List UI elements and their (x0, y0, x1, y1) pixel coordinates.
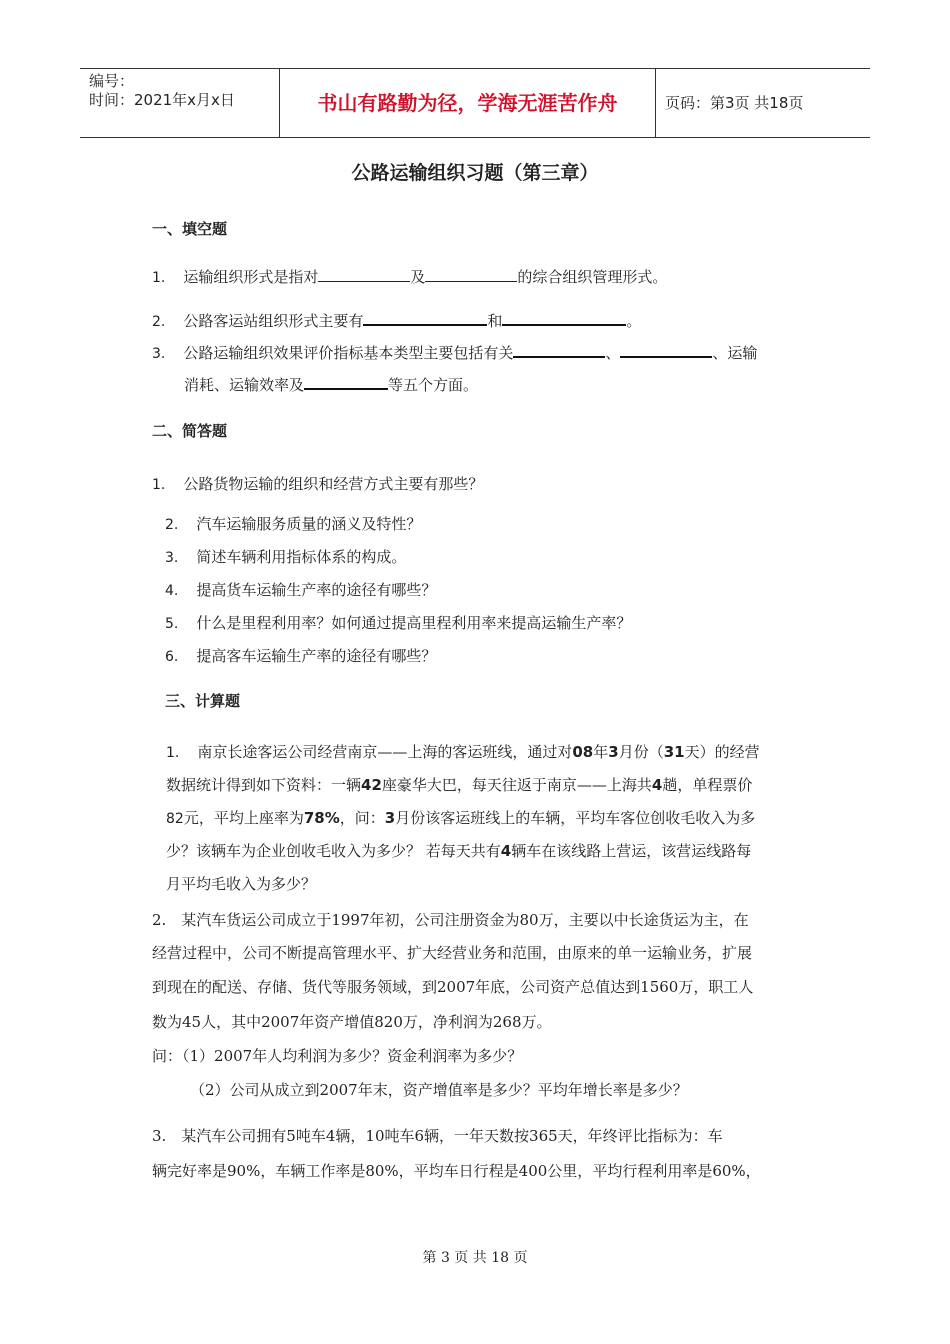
question-text: 、 (605, 344, 621, 362)
text: 08 (572, 743, 594, 761)
text: ，问： (339, 809, 385, 827)
answer-blank[interactable] (318, 267, 410, 282)
question-number: 6. (165, 649, 179, 665)
calc-question-1-line (166, 840, 751, 861)
text: 年 (593, 743, 609, 761)
section-heading-calc: 三、计算题 (165, 692, 241, 710)
calc-question-1-line (166, 741, 760, 762)
calc-question-2-line: 经营过程中，公司不断提高管理水平、扩大经营业务和范围，由原来的单一运输业务，扩展 (152, 944, 753, 962)
question-text: 消耗、运输效率及 (184, 376, 305, 394)
calc-question-1-line: 月平均毛收入为多少？ (166, 875, 317, 893)
answer-blank[interactable] (513, 342, 605, 358)
calc-question-2-line: 到现在的配送、存储、货代等服务领域，到2007年底，公司资产总值达到1560万，职工人 (152, 978, 754, 996)
question-text: 提高客车运输生产率的途径有哪些？ (196, 647, 437, 665)
answer-blank[interactable] (502, 310, 626, 326)
question-number: 4. (165, 583, 179, 599)
header-page-info: 页码：第3页 共18页 (665, 94, 804, 112)
text: 南京长途客运公司经营南京——上海的客运班线，通过对 (197, 743, 573, 761)
text: 4 (651, 776, 663, 794)
question-number: 3. (152, 346, 166, 362)
text: 42 (361, 776, 382, 794)
text: 少？该辆车为企业创收毛收入为多少？ 若每天共有 (166, 842, 501, 860)
doc-title: 公路运输组织习题（第三章） (351, 162, 599, 184)
question-number: 1. (166, 745, 180, 761)
question-text: 公路货物运输的组织和经营方式主要有那些？ (183, 475, 484, 493)
text: 31 (663, 743, 685, 761)
short-question (152, 473, 483, 494)
calc-question-1-line (166, 774, 752, 795)
question-text: 简述车辆利用指标体系的构成。 (196, 548, 407, 566)
text: 天）的经营 (684, 743, 760, 761)
text: 元，平均上座率为 (183, 809, 304, 827)
short-question (165, 645, 436, 666)
short-question (165, 612, 631, 633)
question-number: 3. (165, 550, 179, 566)
text: 3 (384, 809, 396, 827)
calc-question-2-line: 2. 某汽车货运公司成立于1997年初，公司注册资金为80万，主要以中长途货运为主，在 (152, 911, 749, 929)
question-number: 2. (152, 314, 166, 330)
fill-question-3-cont (184, 374, 478, 395)
answer-blank[interactable] (363, 310, 487, 326)
text: 月份（ (618, 743, 664, 761)
calc-question-2-sub: 问：（1）2007年人均利润为多少？资金利润率为多少？ (152, 1047, 523, 1065)
code-label: 编号： (89, 72, 135, 90)
calc-question-2-sub: （2）公司从成立到2007年末，资产增值率是多少？平均年增长率是多少？ (190, 1081, 688, 1099)
question-number: 1. (152, 477, 166, 493)
short-question (165, 546, 406, 567)
header-meta (80, 69, 280, 137)
question-text: 及 (410, 268, 426, 286)
question-text: 、运输 (712, 344, 758, 362)
calc-question-3-line: 辆完好率是90%，车辆工作率是80%，平均车日行程是400公里，平均行程利用率是60%， (152, 1162, 761, 1180)
short-question (165, 579, 436, 600)
calc-question-3-line: 3. 某汽车公司拥有5吨车4辆，10吨车6辆，一年天数按365天，年终评比指标为：车 (152, 1127, 723, 1145)
answer-blank[interactable] (425, 267, 517, 282)
question-text: 汽车运输服务质量的涵义及特性？ (196, 515, 422, 533)
section-heading-short: 二、简答题 (152, 422, 228, 440)
text: 座豪华大巴，每天往返于南京——上海共 (381, 776, 652, 794)
calc-question-2-line: 数为45人，其中2007年资产增值820万，净利润为268万。 (152, 1013, 552, 1031)
question-number: 2. (165, 517, 179, 533)
question-text: 公路客运站组织形式主要有 (183, 312, 364, 330)
text: 3 (608, 743, 619, 761)
fill-question-3 (152, 342, 757, 363)
fill-question-1 (152, 266, 667, 287)
section-heading-fill: 一、填空题 (152, 220, 228, 238)
time-label: 时间：2021年x月x日 (89, 91, 235, 109)
page-footer: 第 3 页 共 18 页 (422, 1250, 528, 1266)
page-header (80, 68, 870, 138)
calc-question-1-line (166, 807, 755, 828)
question-text: 公路运输组织效果评价指标基本类型主要包括有关 (183, 344, 514, 362)
text: 82 (166, 811, 184, 827)
question-number: 1. (152, 270, 166, 286)
question-text: 的综合组织管理形式。 (517, 268, 668, 286)
text: 4 (500, 842, 512, 860)
text: 月份该客运班线上的车辆，平均车客位创收毛收入为多 (395, 809, 756, 827)
question-number: 5. (165, 616, 179, 632)
question-text: 提高货车运输生产率的途径有哪些？ (196, 581, 437, 599)
question-text: 。 (626, 312, 642, 330)
question-text: 运输组织形式是指对 (183, 268, 319, 286)
question-text: 什么是里程利用率？如何通过提高里程利用率来提高运输生产率？ (196, 614, 632, 632)
question-text: 等五个方面。 (388, 376, 479, 394)
text: 78% (303, 809, 340, 827)
text: 数据统计得到如下资料：一辆 (166, 776, 362, 794)
fill-question-2 (152, 310, 641, 331)
text: 趟，单程票价 (662, 776, 753, 794)
text: 辆车在该线路上营运，该营运线路每 (511, 842, 752, 860)
question-text: 和 (487, 312, 503, 330)
answer-blank[interactable] (620, 342, 712, 358)
answer-blank[interactable] (304, 374, 388, 390)
short-question (165, 513, 421, 534)
header-motto: 书山有路勤为径，学海无涯苦作舟 (280, 69, 656, 137)
